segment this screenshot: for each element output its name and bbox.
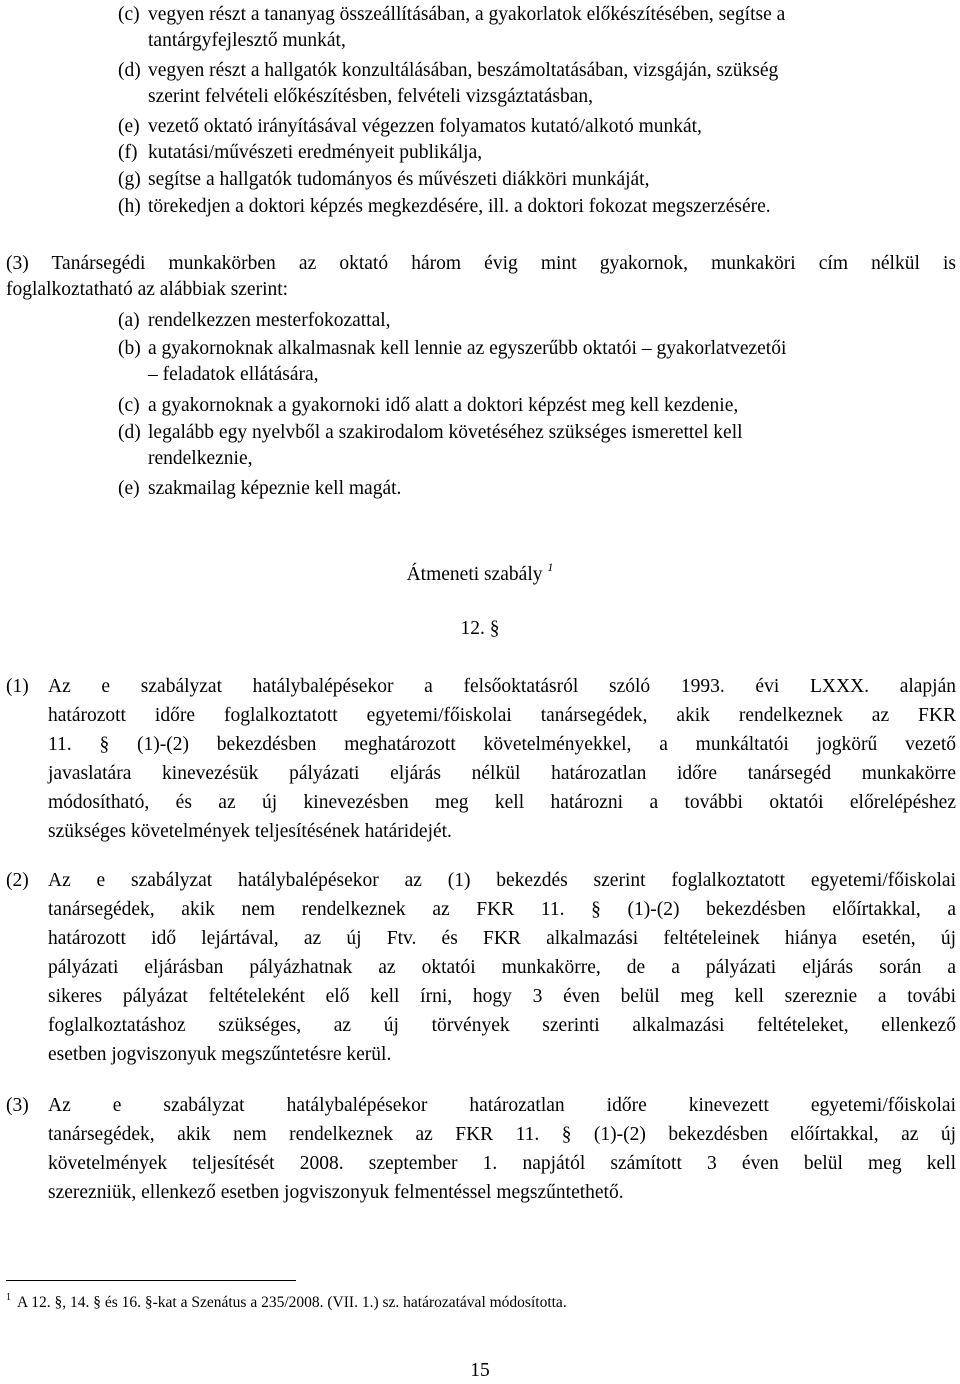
list-item: (e) szakmailag képeznie kell magát. — [118, 478, 402, 499]
paragraph-2: (2) Az e szabályzat hatálybalépésekor az (1) bekezdés szerint foglalkoztatott egyetemi/főiskolai tanársegédek, akik nem rendelkeznek az FKR 11. § (1)-(2) bekezdésben előírtakkal, a határozott idő lejártával, az új Ftv. és FKR alkalmazási feltételeinek hiánya esetén, új pályázati eljárásban pályázhatnak az oktatói munkakörre, de a pályázati eljárás során a sikeres pályázat feltételeként elő kell írni, hogy 3 éven belül meg kell szereznie a továbi foglalkoztatáshoz szükséges, az új törvények szerinti alkalmazási feltételeket, ellenkező esetben jogviszonyuk megszűntetésre kerül. — [6, 870, 956, 1065]
footnote-reference: 1 — [547, 560, 554, 574]
footnote-separator — [6, 1280, 296, 1281]
list-item: (c) a gyakornoknak a gyakornoki idő alatt a doktori képzést meg kell kezdenie, — [118, 395, 739, 416]
list-item: (d) legalább egy nyelvből a szakirodalom követéséhez szükséges ismerettel kell rendelkeznie, — [118, 422, 743, 469]
section-number: 12. § — [460, 618, 500, 639]
footnote-text: A 12. §, 14. § és 16. §-kat a Szenátus a 235/2008. (VII. 1.) sz. határozatával módosította. — [17, 1294, 567, 1311]
section-heading: Átmeneti szabály $^1$ — [406, 560, 554, 585]
footnote-mark: 1 — [6, 1292, 11, 1303]
list-item: (f) kutatási/művészeti eredményeit publikálja, — [118, 142, 483, 163]
list-item: (c) vegyen részt a tananyag összeállításában, a gyakorlatok előkészítésében, segítse a tantárgyfejlesztő munkát, — [118, 4, 786, 51]
paragraph-1: (1) Az e szabályzat hatálybalépésekor a felsőoktatásról szóló 1993. évi LXXX. alapján határozott időre foglalkoztatott egyetemi/főiskolai tanársegédek, akik rendelkeznek az FKR 11. § (1)-(2) bekezdésben meghatározott követelményekkel, a munkáltatói jogkörű vezető javaslatára kinevezésük pályázati eljárás nélkül határozatlan időre tanársegéd munkakörre módosítható, és az új kinevezésben meg kell határozni a további oktatói előrelépéshez szükséges követelmények teljesítésének határidejét. — [6, 676, 956, 842]
list-item: (a) rendelkezzen mesterfokozattal, — [118, 310, 391, 331]
list-item: (h) törekedjen a doktori képzés megkezdésére, ill. a doktori fokozat megszerzésére. — [118, 196, 771, 217]
page-number: 15 — [470, 1360, 490, 1381]
list-item: (b) a gyakornoknak alkalmasnak kell lennie az egyszerűbb oktatói – gyakorlatvezetői – feladatok ellátására, — [118, 338, 787, 385]
list-item: (e) vezető oktató irányításával végezzen folyamatos kutató/alkotó munkát, — [118, 116, 702, 137]
paragraph-3: (3) Az e szabályzat hatálybalépésekor határozatlan időre kinevezett egyetemi/főiskolai tanársegédek, akik nem rendelkeznek az FKR 11. § (1)-(2) bekezdésben előírtakkal, az új követelmények teljesítését 2008. szeptember 1. napjától számított 3 éven belül meg kell szerezniük, ellenkező esetben jogviszonyuk felmentéssel megszűntethető. — [6, 1095, 956, 1203]
list-item: (g) segítse a hallgatók tudományos és művészeti diákköri munkáját, — [118, 169, 650, 190]
section3-intro-line1: (3) Tanársegédi munkakörben az oktató három évig mint gyakornok, munkaköri cím nélkül is — [6, 253, 956, 274]
list-item: (d) vegyen részt a hallgatók konzultálásában, beszámoltatásában, vizsgáján, szükség szerint felvételi előkészítésben, felvételi vizsgáztatásban, — [118, 60, 779, 107]
footnote — [6, 1292, 567, 1312]
section3-intro-line2: foglalkoztatható az alábbiak szerint: — [6, 279, 289, 300]
